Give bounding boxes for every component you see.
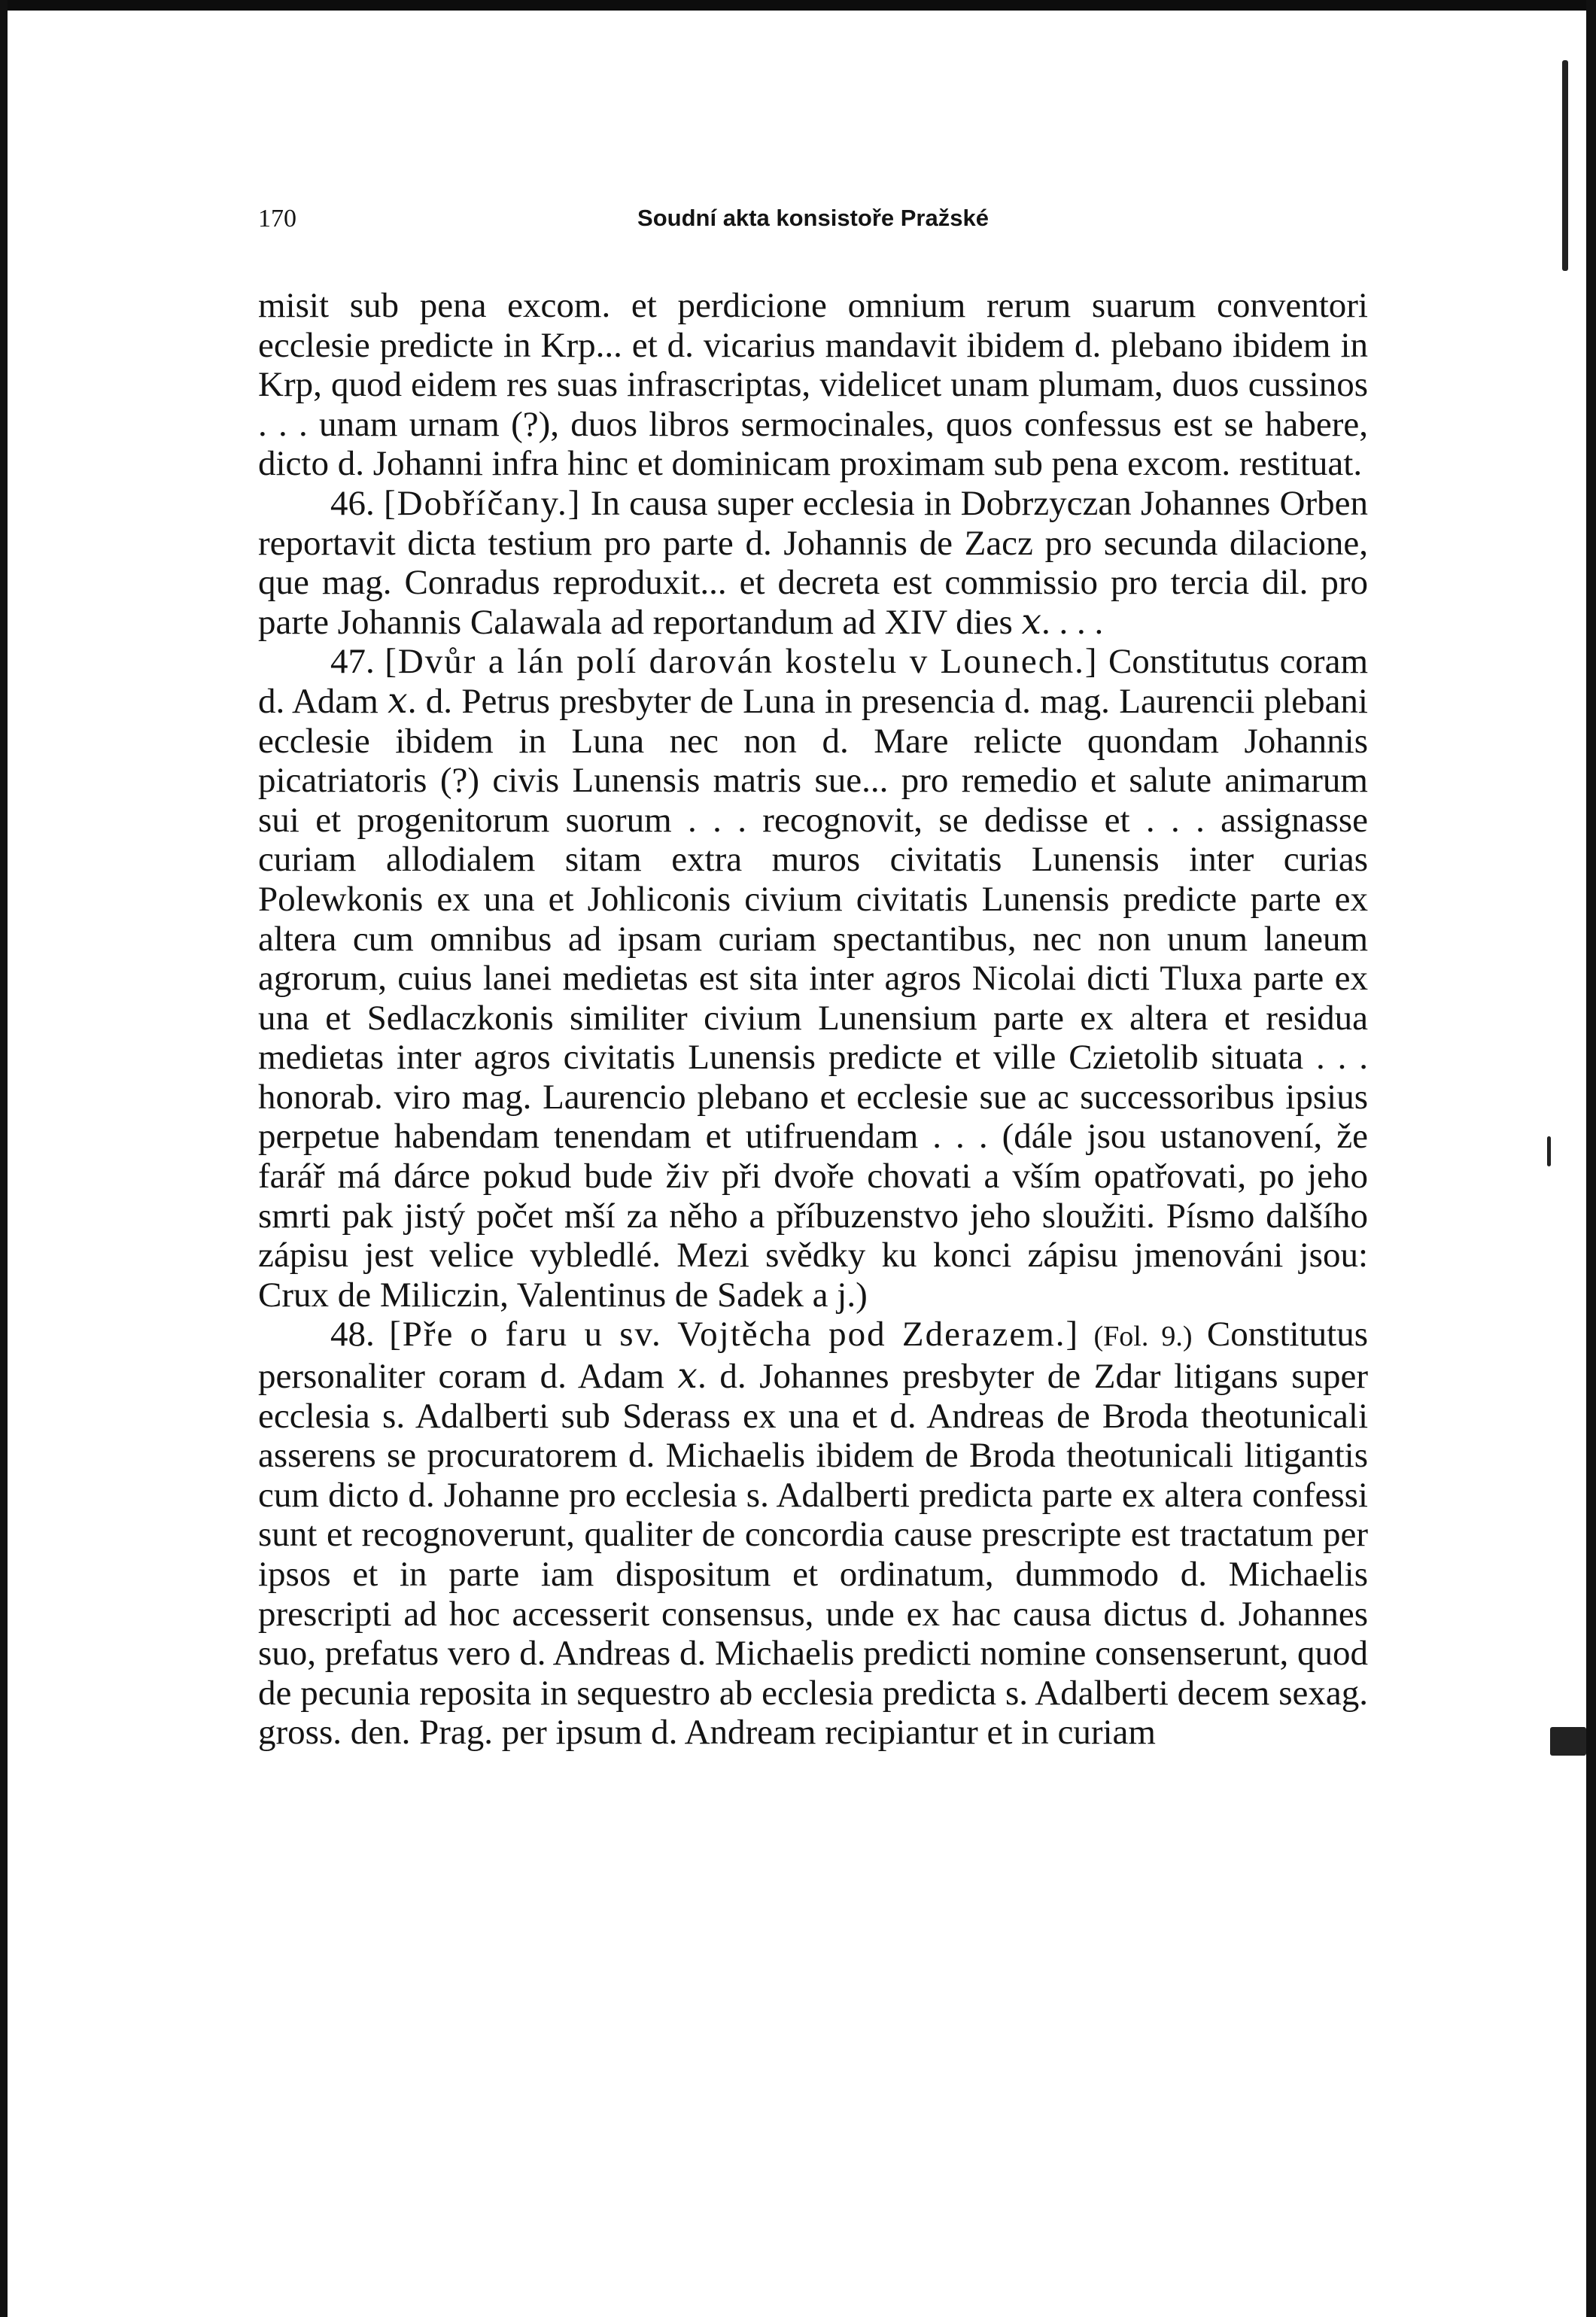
entry-title: [Dvůr a lán polí darován kostelu v Lounech.]	[385, 642, 1099, 682]
paragraph-continuation	[258, 286, 1368, 484]
folio-reference: (Fol. 9.)	[1093, 1321, 1193, 1353]
entry-46	[258, 484, 1368, 642]
entry-48	[258, 1315, 1368, 1753]
scan-edge-mark	[1547, 1136, 1551, 1166]
entry-number: 46.	[330, 483, 375, 523]
scan-right-border	[1586, 0, 1596, 2317]
scan-left-border	[0, 0, 8, 2317]
scan-top-border	[0, 0, 1596, 11]
page-number: 170	[258, 205, 296, 233]
running-title: Soudní akta konsistoře Pražské	[637, 205, 989, 231]
entry-title: [Dobříčany.]	[384, 483, 582, 523]
entry-text: Constitutus coram d. Adam 𝑥. d. Petrus presbyter de Luna in presencia d. mag. Laurencii plebani ecclesie ibidem in Luna nec non d. Mare relicte quondam Johannis picatriatoris (?) civis Lunensis matris sue... pro remedio et salute animarum sui et progenitorum suorum . . . recognovit, se dedisse et . . . assignasse curiam allodialem sitam extra muros civitatis Lunensis inter curias Polewkonis ex una et Johliconis civium civitatis Lunensis predicte parte ex altera cum omnibus ad ipsam curiam spectantibus, nec non unum laneum agrorum, cuius lanei medietas est sita inter agros Nicolai dicti Tluxa parte ex una et Sedlaczkonis similiter civium Lunensium parte ex altera et residua medietas inter agros civitatis Lunensis predicte et ville Czietolib situata . . . honorab. viro mag. Laurencio plebano et ecclesie sue ac successoribus ipsius perpetue habendam tenendam et utifruendam . . . (dále jsou ustanovení, že farář má dárce pokud bude živ při dvoře chovati a vším opatřovati, po jeho smrti pak jistý počet mší za něho a příbuzenstvo jeho sloužiti. Písmo dalšího zápisu jest velice vybledlé. Mezi svědky ku konci zápisu jmenováni jsou: Crux de Miliczin, Valentinus de Sadek a j.)	[258, 642, 1368, 1315]
scan-edge-mark	[1550, 1727, 1586, 1756]
entry-text: In causa super ecclesia in Dobrzyczan Johannes Orben reportavit dicta testium pro parte d. Johannis de Zacz pro secunda dilacione, que mag. Conradus reproduxit... et decreta est commissio pro tercia dil. pro parte Johannis Calawala ad reportandum ad XIV dies 𝑥. . . .	[258, 483, 1369, 642]
paragraph-text: misit sub pena excom. et perdicione omnium rerum suarum conventori ecclesie predicte in Krp... et d. vicarius mandavit ibidem d. plebano ibidem in Krp, quod eidem res suas infrascriptas, videlicet unam plumam, duos cussinos . . . unam urnam (?), duos libros sermocinales, quos confessus est se habere, dicto d. Johanni infra hinc et dominicam proximam sub pena excom. restituat.	[258, 286, 1368, 484]
entry-47	[258, 642, 1368, 1315]
entry-number: 48.	[330, 1315, 375, 1355]
entry-text: Constitutus personaliter coram d. Adam 𝑥. d. Johannes presbyter de Zdar litigans super ecclesia s. Adalberti sub Sderass ex una et d. Andreas de Broda theotunicali asserens se procuratorem d. Michaelis ibidem de Broda theotunicali litigantis cum dicto d. Johanne pro ecclesia s. Adalberti predicta parte ex altera confessi sunt et recognoverunt, qualiter de concordia cause prescripte est tractatum per ipsos et in parte iam dispositum et ordinatum, dummodo d. Michaelis prescripti ad hoc accesserit consensus, unde ex hac causa dictus d. Johannes suo, prefatus vero d. Andreas d. Michaelis predicti nomine consenserunt, quod de pecunia reposita in sequestro ab ecclesia predicta s. Adalberti decem sexag. gross. den. Prag. per ipsum d. Andream recipiantur et in curiam	[258, 1315, 1369, 1753]
entry-title: [Pře o faru u sv. Vojtěcha pod Zderazem.]	[389, 1315, 1080, 1355]
running-head	[258, 205, 1368, 242]
entry-number: 47.	[330, 642, 375, 682]
scan-edge-mark	[1562, 60, 1568, 271]
body-text	[258, 286, 1368, 1753]
